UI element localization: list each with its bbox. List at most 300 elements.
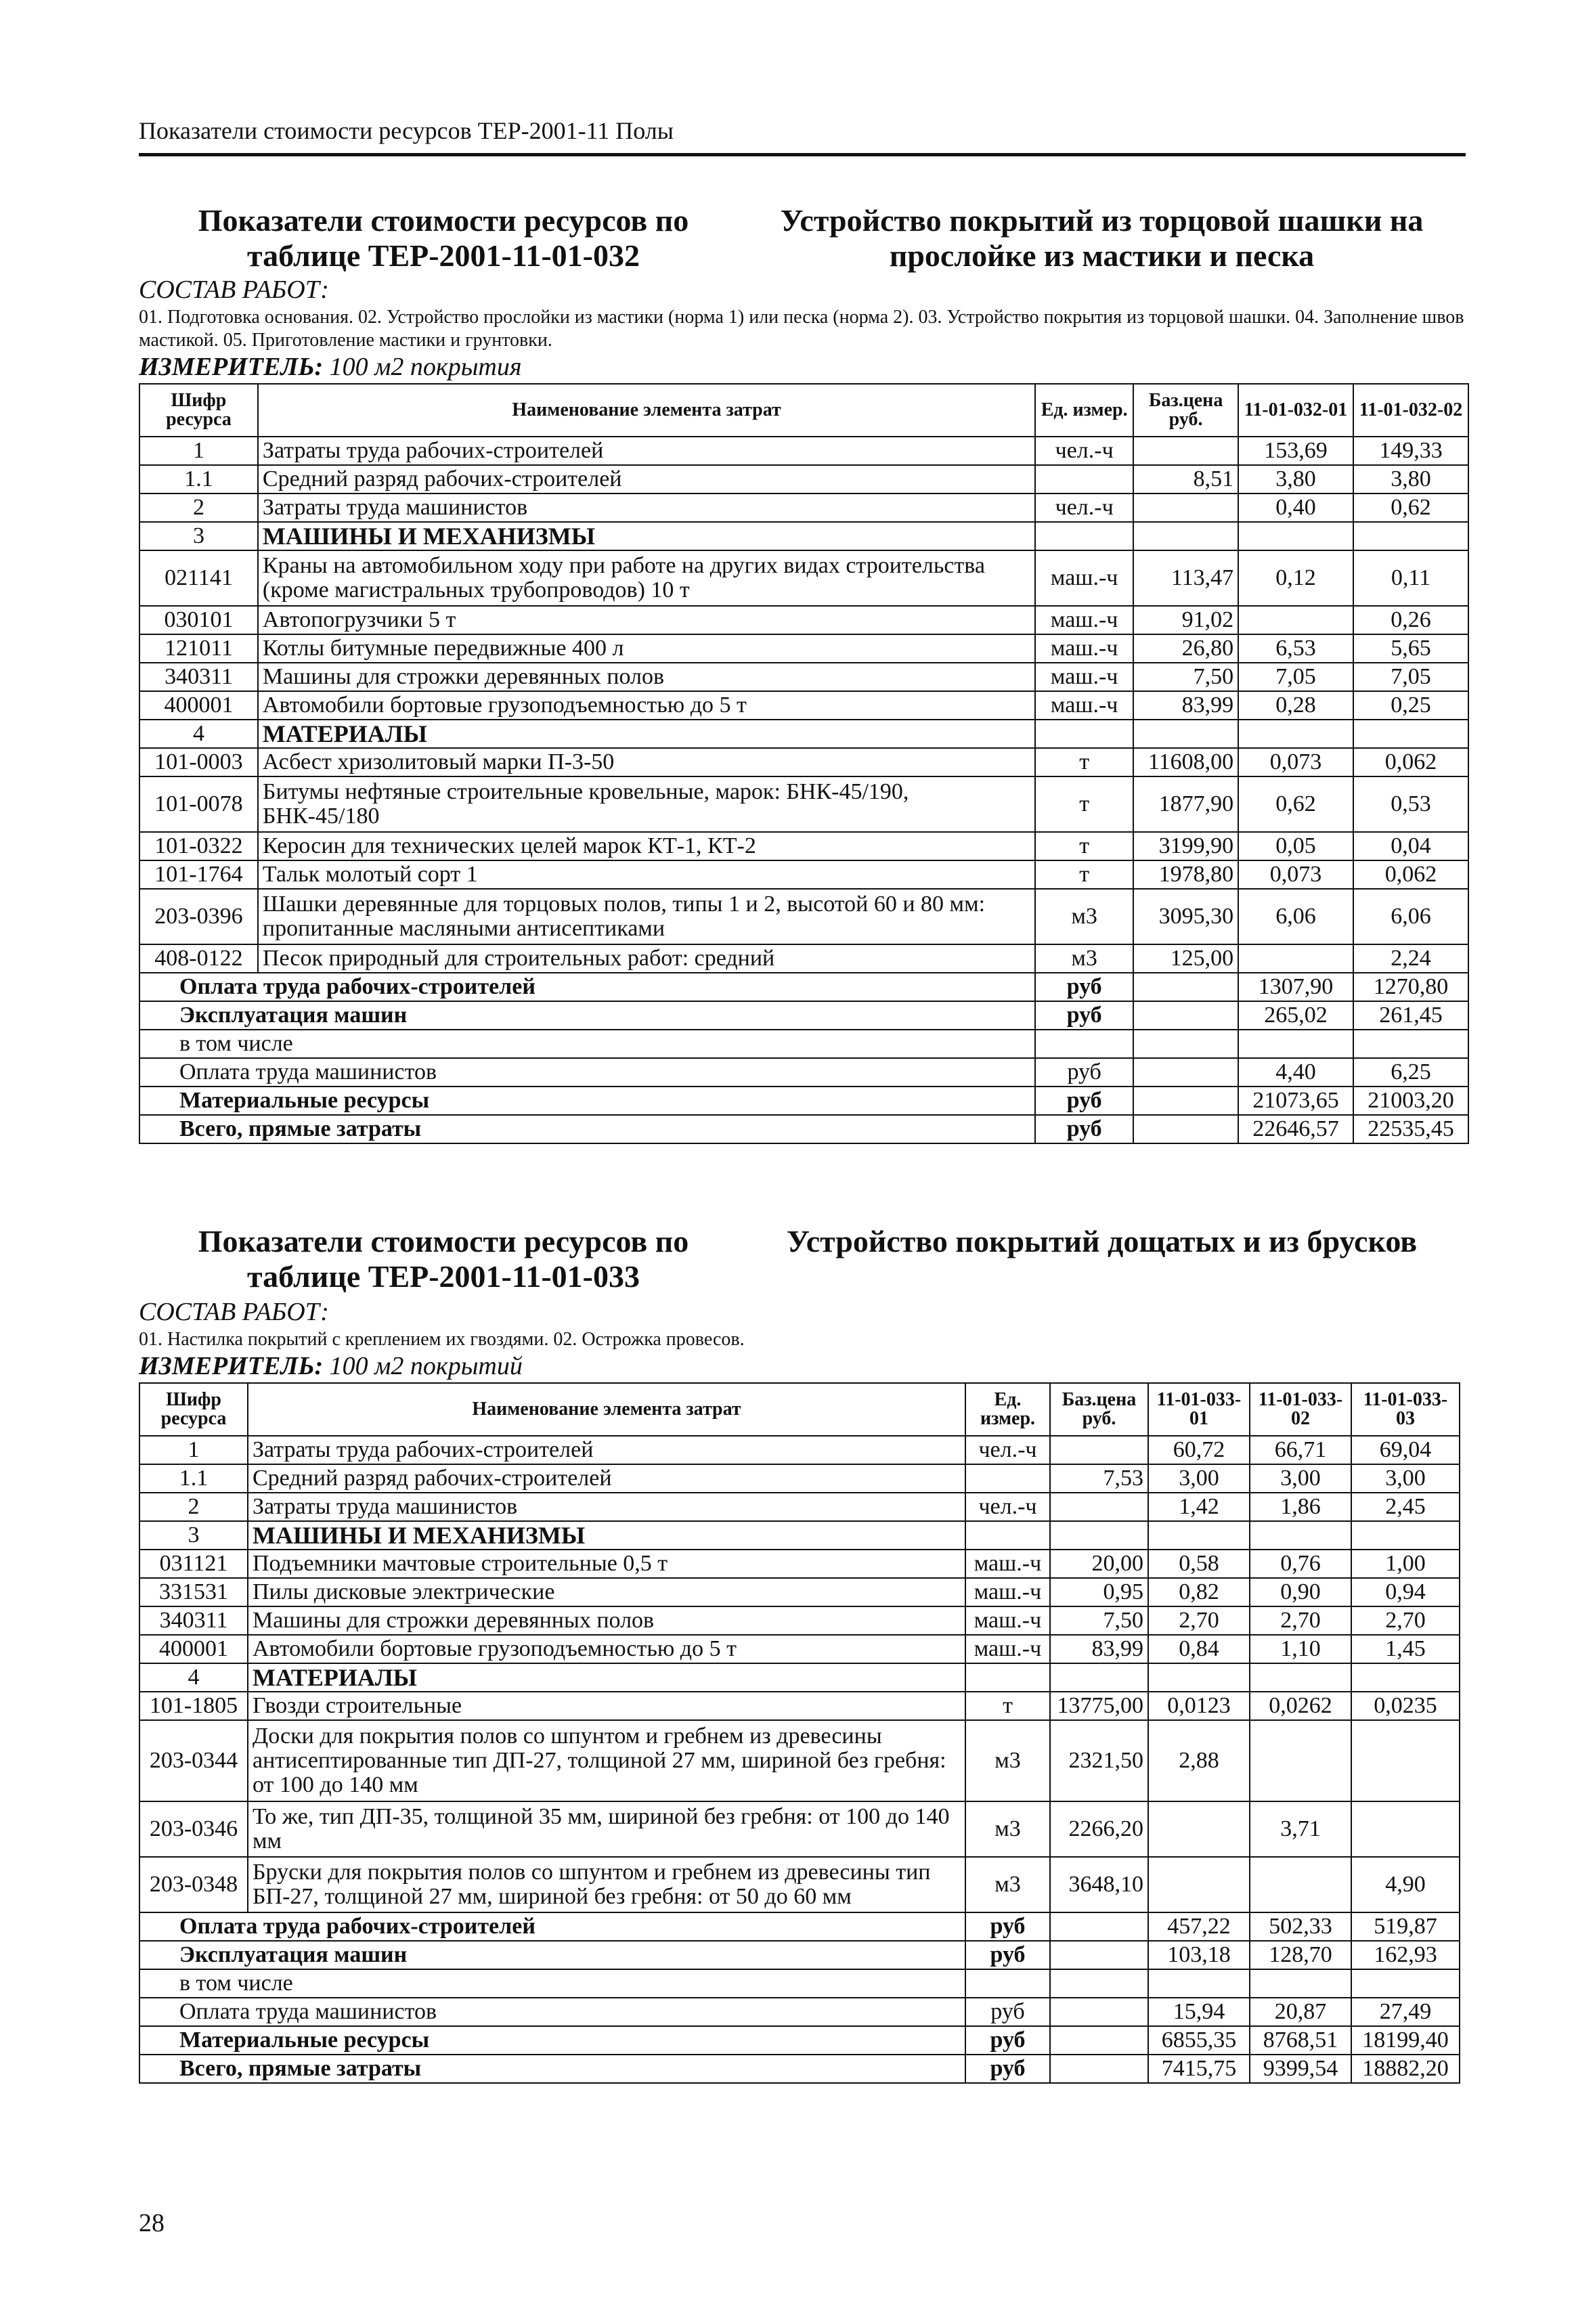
unit [965,1464,1050,1493]
resource-name: Краны на автомобильном ходу при работе на других видах строительства (кроме магистральных трубопроводов) 10 т [258,550,1035,606]
unit: руб [965,1912,1050,1941]
empty-cell [1250,1663,1351,1692]
summary-row [139,1998,1460,2026]
summary-label: Материальные ресурсы [139,1087,1035,1115]
unit: чел.-ч [965,1493,1050,1521]
table-row [139,1857,1460,1912]
resource-name: То же, тип ДП-35, толщиной 35 мм, шириной без гребня: от 100 до 140 мм [248,1801,965,1857]
summary-value: 22646,57 [1238,1115,1353,1143]
summary-row [139,1912,1460,1941]
unit: маш.-ч [965,1606,1050,1635]
table-row [139,860,1468,889]
table-row [139,776,1468,832]
empty-cell [1238,522,1353,550]
table-row [139,606,1468,634]
unit: руб [965,2055,1050,2083]
summary-label: Эксплуатация машин [139,1001,1035,1030]
base-price [1133,494,1238,522]
unit: т [1035,776,1133,832]
works-description: 01. Настилка покрытий с креплением их гвоздями. 02. Острожка провесов. [139,1329,745,1350]
resource-code: 4 [139,1663,248,1692]
empty-cell [1133,1030,1238,1058]
unit: м3 [1035,944,1133,973]
norm-value: 0,28 [1238,691,1353,720]
norm-value: 0,76 [1250,1550,1351,1578]
summary-value: 457,22 [1148,1912,1250,1941]
norm-value: 1,86 [1250,1493,1351,1521]
table-row [139,1464,1460,1493]
summary-value: 20,87 [1250,1998,1351,2026]
norm-value: 2,70 [1148,1606,1250,1635]
table-group-row [139,522,1468,550]
table-group-row [139,1521,1460,1550]
norm-value: 7,05 [1238,663,1353,691]
norm-value: 60,72 [1148,1436,1250,1464]
resource-name: Средний разряд рабочих-строителей [258,465,1035,494]
base-price: 11608,00 [1133,748,1238,776]
column-header: Ед. измер. [1035,384,1133,437]
resource-code: 203-0348 [139,1857,248,1912]
resource-code: 2 [139,1493,248,1521]
resource-cost-table [139,383,1469,1144]
summary-value: 128,70 [1250,1941,1351,1969]
empty-cell [1050,2055,1148,2083]
resource-code: 101-0322 [139,832,258,860]
summary-value [1148,1969,1250,1998]
resource-code: 101-0078 [139,776,258,832]
empty-cell [1133,1058,1238,1087]
resource-code: 030101 [139,606,258,634]
unit: руб [965,2026,1050,2055]
summary-row [139,1115,1468,1143]
section-titles [139,1224,1469,1298]
empty-cell [1133,1087,1238,1115]
summary-value: 27,49 [1351,1998,1460,2026]
unit: руб [1035,1115,1133,1143]
resource-name: Подъемники мачтовые строительные 0,5 т [248,1550,965,1578]
unit: руб [1035,1058,1133,1087]
running-header: Показатели стоимости ресурсов ТЕР-2001-11 Полы [139,117,674,144]
resource-code: 331531 [139,1578,248,1606]
empty-cell [1133,1001,1238,1030]
table-row [139,1606,1460,1635]
norm-value: 2,70 [1351,1606,1460,1635]
norm-value [1238,606,1353,634]
norm-value: 149,33 [1353,437,1468,465]
resource-code: 1 [139,1436,248,1464]
norm-value: 0,073 [1238,860,1353,889]
summary-value: 1307,90 [1238,973,1353,1001]
column-header: 11-01-032-01 [1238,384,1353,437]
norm-value: 2,70 [1250,1606,1351,1635]
resource-code: 1.1 [139,465,258,494]
resource-code: 2 [139,494,258,522]
section-title: Показатели стоимости ресурсов по таблице ТЕР-2001-11-01-032 [198,203,689,273]
base-price [1133,437,1238,465]
summary-row [139,1941,1460,1969]
unit: чел.-ч [1035,437,1133,465]
norm-value: 3,00 [1351,1464,1460,1493]
summary-value [1353,1030,1468,1058]
unit [1035,1030,1133,1058]
norm-value: 0,11 [1353,550,1468,606]
summary-label: Всего, прямые затраты [139,2055,965,2083]
empty-cell [1238,720,1353,748]
table-row [139,550,1468,606]
section-subtitle: Устройство покрытий из торцовой шашки на прослойке из мастики и песка [780,203,1424,273]
resource-code: 203-0396 [139,889,258,944]
meter-value: 100 м2 покрытий [329,1352,523,1380]
summary-value: 1270,80 [1353,973,1468,1001]
column-header: Наименование элемента затрат [248,1383,965,1436]
base-price: 7,50 [1050,1606,1148,1635]
resource-name: Тальк молотый сорт 1 [258,860,1035,889]
resource-code: 021141 [139,550,258,606]
base-price: 8,51 [1133,465,1238,494]
norm-value: 3,00 [1250,1464,1351,1493]
table-group-row [139,720,1468,748]
resource-name: Затраты труда рабочих-строителей [258,437,1035,465]
unit: м3 [1035,889,1133,944]
empty-cell [1050,1912,1148,1941]
norm-value: 0,82 [1148,1578,1250,1606]
summary-value [1250,1969,1351,1998]
summary-value [1238,1030,1353,1058]
summary-label: в том числе [139,1969,965,1998]
summary-label: Оплата труда рабочих-строителей [139,1912,965,1941]
norm-value: 5,65 [1353,634,1468,663]
summary-row [139,1969,1460,1998]
norm-value: 0,073 [1238,748,1353,776]
column-header: 11-01-033-03 [1351,1383,1460,1436]
summary-value: 265,02 [1238,1001,1353,1030]
norm-value: 69,04 [1351,1436,1460,1464]
resource-name: Керосин для технических целей марок КТ-1, КТ-2 [258,832,1035,860]
resource-name: Затраты труда машинистов [248,1493,965,1521]
resource-code: 121011 [139,634,258,663]
empty-cell [1133,973,1238,1001]
resource-name: Шашки деревянные для торцовых полов, типы 1 и 2, высотой 60 и 80 мм: пропитанные масляными антисептиками [258,889,1035,944]
resource-code: 3 [139,1521,248,1550]
section-titles [139,203,1469,276]
table-header-row [139,1383,1460,1436]
group-title: МАТЕРИАЛЫ [258,720,1035,748]
empty-cell [965,1663,1050,1692]
resource-name: Доски для покрытия полов со шпунтом и гребнем из древесины антисептированные тип ДП-27, толщиной 27 мм, шириной без гребня: от 100 до 140 мм [248,1720,965,1801]
column-header: 11-01-033-02 [1250,1383,1351,1436]
table-row [139,1692,1460,1720]
empty-cell [1353,522,1468,550]
header-rule [139,153,1466,156]
section-11-01-033 [139,1224,1469,2084]
meter [139,353,1469,380]
summary-label: Оплата труда машинистов [139,1998,965,2026]
page-number: 28 [139,2209,165,2237]
resource-code: 203-0346 [139,1801,248,1857]
norm-value [1351,1801,1460,1857]
summary-value: 9399,54 [1250,2055,1351,2083]
norm-value: 0,94 [1351,1578,1460,1606]
resource-name: Затраты труда машинистов [258,494,1035,522]
norm-value [1250,1720,1351,1801]
summary-row [139,1058,1468,1087]
empty-cell [1133,1115,1238,1143]
norm-value: 3,80 [1238,465,1353,494]
table-row [139,832,1468,860]
summary-value: 519,87 [1351,1912,1460,1941]
table-row [139,494,1468,522]
norm-value [1238,944,1353,973]
resource-code: 3 [139,522,258,550]
resource-code: 400001 [139,691,258,720]
norm-value: 6,53 [1238,634,1353,663]
norm-value: 0,062 [1353,748,1468,776]
works-description: 01. Подготовка основания. 02. Устройство прослойки из мастики (норма 1) или песка (норма 2). 03. Устройство покрытия из торцовой шашки. 04. Заполнение швов мастикой. 05. Приготовление мастики и грунтовки. [139,307,1464,351]
norm-value: 1,00 [1351,1550,1460,1578]
summary-value: 18882,20 [1351,2055,1460,2083]
base-price: 3095,30 [1133,889,1238,944]
unit: м3 [965,1857,1050,1912]
table-row [139,437,1468,465]
summary-label: Оплата труда рабочих-строителей [139,973,1035,1001]
empty-cell [1351,1521,1460,1550]
unit: маш.-ч [1035,691,1133,720]
norm-value: 3,71 [1250,1801,1351,1857]
unit: маш.-ч [965,1550,1050,1578]
table-row [139,748,1468,776]
resource-name: Битумы нефтяные строительные кровельные, марок: БНК-45/190, БНК-45/180 [258,776,1035,832]
unit: маш.-ч [1035,663,1133,691]
norm-value: 0,62 [1353,494,1468,522]
section-11-01-032 [139,203,1469,1144]
norm-value: 3,80 [1353,465,1468,494]
unit: т [1035,832,1133,860]
summary-value: 162,93 [1351,1941,1460,1969]
base-price: 83,99 [1050,1635,1148,1663]
empty-cell [1133,720,1238,748]
empty-cell [1353,720,1468,748]
summary-row [139,1087,1468,1115]
meter-label: ИЗМЕРИТЕЛЬ: [139,1352,324,1380]
table-row [139,663,1468,691]
resource-code: 408-0122 [139,944,258,973]
empty-cell [1148,1663,1250,1692]
empty-cell [1050,2026,1148,2055]
base-price: 3648,10 [1050,1857,1148,1912]
meter-label: ИЗМЕРИТЕЛЬ: [139,353,324,381]
resource-code: 340311 [139,1606,248,1635]
norm-value: 0,0123 [1148,1692,1250,1720]
norm-value: 2,45 [1351,1493,1460,1521]
table-header-row [139,384,1468,437]
table-row [139,1801,1460,1857]
resource-code: 340311 [139,663,258,691]
summary-label: Оплата труда машинистов [139,1058,1035,1087]
base-price: 1978,80 [1133,860,1238,889]
base-price: 0,95 [1050,1578,1148,1606]
resource-name: Песок природный для строительных работ: средний [258,944,1035,973]
norm-value: 153,69 [1238,437,1353,465]
base-price: 2321,50 [1050,1720,1148,1801]
empty-cell [1351,1663,1460,1692]
summary-value [1351,1969,1460,1998]
section-title: Показатели стоимости ресурсов по таблице ТЕР-2001-11-01-033 [198,1224,689,1294]
base-price: 20,00 [1050,1550,1148,1578]
norm-value: 66,71 [1250,1436,1351,1464]
unit: маш.-ч [965,1635,1050,1663]
section-subtitle: Устройство покрытий дощатых и из брусков [786,1224,1418,1258]
base-price [1050,1436,1148,1464]
norm-value: 0,12 [1238,550,1353,606]
norm-value: 0,26 [1353,606,1468,634]
summary-row [139,973,1468,1001]
norm-value: 6,06 [1238,889,1353,944]
column-header: Шифр ресурса [139,1383,248,1436]
resource-code: 400001 [139,1635,248,1663]
norm-value [1148,1801,1250,1857]
resource-name: Котлы битумные передвижные 400 л [258,634,1035,663]
summary-value: 6855,35 [1148,2026,1250,2055]
empty-cell [1050,1941,1148,1969]
norm-value: 4,90 [1351,1857,1460,1912]
base-price [1050,1493,1148,1521]
resource-code: 1 [139,437,258,465]
resource-name: Затраты труда рабочих-строителей [248,1436,965,1464]
unit: руб [965,1941,1050,1969]
resource-name: Гвозди строительные [248,1692,965,1720]
base-price: 7,50 [1133,663,1238,691]
group-title: МАШИНЫ И МЕХАНИЗМЫ [258,522,1035,550]
unit: маш.-ч [965,1578,1050,1606]
unit: маш.-ч [1035,550,1133,606]
table-row [139,1493,1460,1521]
table-row [139,944,1468,973]
resource-name: Бруски для покрытия полов со шпунтом и гребнем из древесины тип БП-27, толщиной 27 мм, шириной без гребня: от 50 до 60 мм [248,1857,965,1912]
resource-name: Машины для строжки деревянных полов [248,1606,965,1635]
table-row [139,1578,1460,1606]
unit: т [1035,748,1133,776]
summary-label: Материальные ресурсы [139,2026,965,2055]
empty-cell [965,1521,1050,1550]
base-price: 125,00 [1133,944,1238,973]
summary-row [139,1030,1468,1058]
table-row [139,889,1468,944]
table-row [139,465,1468,494]
empty-cell [1133,522,1238,550]
empty-cell [1050,1998,1148,2026]
empty-cell [1050,1521,1148,1550]
norm-value: 2,24 [1353,944,1468,973]
unit [965,1969,1050,1998]
resource-code: 101-0003 [139,748,258,776]
summary-row [139,1001,1468,1030]
unit: маш.-ч [1035,606,1133,634]
base-price: 1877,90 [1133,776,1238,832]
norm-value: 0,40 [1238,494,1353,522]
table-row [139,1436,1460,1464]
base-price: 26,80 [1133,634,1238,663]
norm-value: 0,53 [1353,776,1468,832]
unit: т [1035,860,1133,889]
norm-value: 0,84 [1148,1635,1250,1663]
norm-value: 0,062 [1353,860,1468,889]
resource-name: Автомобили бортовые грузоподъемностью до 5 т [248,1635,965,1663]
norm-value: 2,88 [1148,1720,1250,1801]
unit: руб [1035,1001,1133,1030]
summary-value: 21073,65 [1238,1087,1353,1115]
composition-label: СОСТАВ РАБОТ: [139,276,329,304]
empty-cell [1050,1969,1148,1998]
summary-row [139,2026,1460,2055]
summary-value: 21003,20 [1353,1087,1468,1115]
unit [1035,465,1133,494]
resource-code: 203-0344 [139,1720,248,1801]
column-header: Ед. измер. [965,1383,1050,1436]
meter [139,1353,1469,1380]
norm-value: 0,0235 [1351,1692,1460,1720]
resource-code: 101-1764 [139,860,258,889]
unit: м3 [965,1720,1050,1801]
norm-value: 0,62 [1238,776,1353,832]
table-row [139,691,1468,720]
summary-value: 6,25 [1353,1058,1468,1087]
group-title: МАШИНЫ И МЕХАНИЗМЫ [248,1521,965,1550]
resource-name: Автопогрузчики 5 т [258,606,1035,634]
summary-value: 4,40 [1238,1058,1353,1087]
summary-value: 18199,40 [1351,2026,1460,2055]
empty-cell [1250,1521,1351,1550]
norm-value: 1,10 [1250,1635,1351,1663]
unit: руб [965,1998,1050,2026]
empty-cell [1035,522,1133,550]
resource-name: Автомобили бортовые грузоподъемностью до 5 т [258,691,1035,720]
norm-value: 7,05 [1353,663,1468,691]
unit: руб [1035,1087,1133,1115]
resource-cost-table [139,1382,1460,2084]
norm-value: 6,06 [1353,889,1468,944]
resource-code: 101-1805 [139,1692,248,1720]
base-price: 83,99 [1133,691,1238,720]
empty-cell [1035,720,1133,748]
group-title: МАТЕРИАЛЫ [248,1663,965,1692]
norm-value: 1,42 [1148,1493,1250,1521]
column-header: Наименование элемента затрат [258,384,1035,437]
norm-value: 0,25 [1353,691,1468,720]
summary-value: 261,45 [1353,1001,1468,1030]
base-price: 2266,20 [1050,1801,1148,1857]
column-header: Баз.цена руб. [1050,1383,1148,1436]
norm-value: 3,00 [1148,1464,1250,1493]
summary-value: 103,18 [1148,1941,1250,1969]
unit: маш.-ч [1035,634,1133,663]
unit: руб [1035,973,1133,1001]
norm-value [1250,1857,1351,1912]
base-price: 3199,90 [1133,832,1238,860]
norm-value: 1,45 [1351,1635,1460,1663]
summary-value: 8768,51 [1250,2026,1351,2055]
table-row [139,634,1468,663]
column-header: 11-01-032-02 [1353,384,1468,437]
norm-value: 0,58 [1148,1550,1250,1578]
resource-code: 031121 [139,1550,248,1578]
column-header: 11-01-033-01 [1148,1383,1250,1436]
unit: чел.-ч [1035,494,1133,522]
resource-name: Асбест хризолитовый марки П-3-50 [258,748,1035,776]
summary-value: 22535,45 [1353,1115,1468,1143]
table-group-row [139,1663,1460,1692]
resource-name: Средний разряд рабочих-строителей [248,1464,965,1493]
table-row [139,1635,1460,1663]
